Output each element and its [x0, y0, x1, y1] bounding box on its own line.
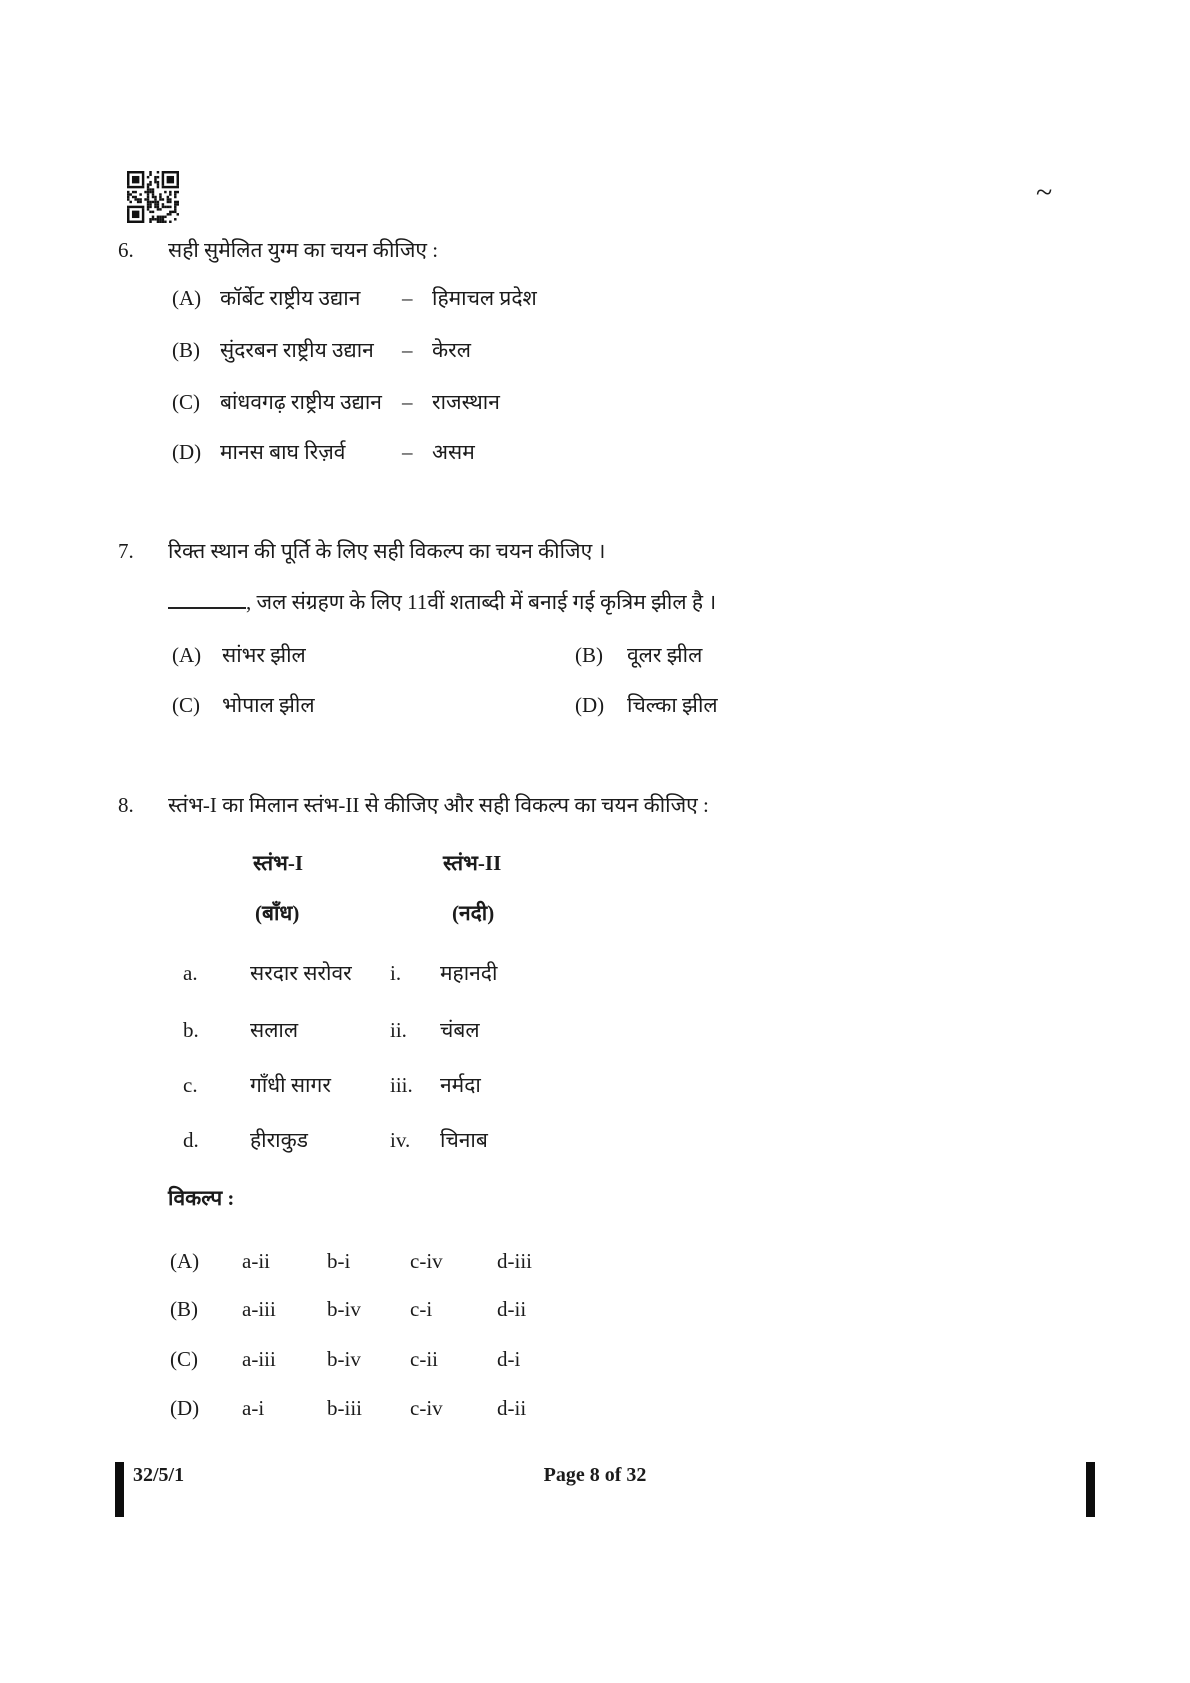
- river-name: नर्मदा: [440, 1073, 481, 1097]
- fill-blank-line: [168, 589, 246, 609]
- pair-d: d-iii: [497, 1249, 532, 1273]
- pair-b: b-iv: [327, 1297, 361, 1321]
- dam-name: गाँधी सागर: [250, 1073, 331, 1097]
- column1-subheader: (बाँध): [255, 901, 300, 925]
- park-name: मानस बाघ रिज़र्व: [220, 440, 346, 464]
- footer-paper-code: 32/5/1: [133, 1464, 185, 1486]
- pair-a: a-iii: [242, 1297, 276, 1321]
- state-name: असम: [432, 440, 475, 464]
- river-name: चिनाब: [440, 1128, 488, 1152]
- pair-c: c-iv: [410, 1249, 443, 1273]
- pair-c: c-ii: [410, 1347, 438, 1371]
- option-label: (C): [170, 1347, 198, 1371]
- row-roman: iv.: [390, 1128, 411, 1152]
- lake-name: चिल्का झील: [627, 693, 718, 717]
- footer-right-bar: [1086, 1462, 1095, 1517]
- q7-options-row-2: [172, 691, 718, 719]
- row-roman: i.: [390, 961, 402, 985]
- pair-b: b-iv: [327, 1347, 361, 1371]
- pair-d: d-ii: [497, 1396, 527, 1420]
- lake-name: सांभर झील: [222, 643, 306, 667]
- pair-a: a-iii: [242, 1347, 276, 1371]
- column2-subheader: (नदी): [452, 901, 495, 925]
- row-letter: a.: [183, 961, 198, 985]
- fill-sentence: , जल संग्रहण के लिए 11वीं शताब्दी में बनाई गई कृत्रिम झील है ।: [246, 590, 717, 614]
- footer-page-label: Page 8 of 32: [543, 1464, 647, 1486]
- dash: –: [402, 440, 413, 464]
- pair-c: c-i: [410, 1297, 433, 1321]
- column1-header: स्तंभ-I: [253, 851, 304, 875]
- pair-a: a-i: [242, 1396, 265, 1420]
- q6-number: 6.: [118, 238, 134, 262]
- option-label: (D): [172, 440, 202, 464]
- row-letter: b.: [183, 1018, 199, 1042]
- q6-option-b: [172, 336, 471, 364]
- q8-option-b: [170, 1295, 526, 1323]
- dam-name: सलाल: [250, 1018, 299, 1042]
- option-label: (B): [172, 338, 200, 362]
- row-roman: iii.: [390, 1073, 413, 1097]
- park-name: कॉर्बेट राष्ट्रीय उद्यान: [220, 286, 361, 310]
- dash: –: [402, 286, 413, 310]
- q7-text: रिक्त स्थान की पूर्ति के लिए सही विकल्प का चयन कीजिए ।: [168, 539, 606, 563]
- park-name: बांधवगढ़ राष्ट्रीय उद्यान: [220, 390, 382, 414]
- q7-number: 7.: [118, 539, 134, 563]
- match-row-b: [183, 1016, 480, 1044]
- qr-code: [127, 171, 179, 223]
- option-label: (B): [170, 1297, 198, 1321]
- q8-option-a: [170, 1247, 532, 1275]
- pair-d: d-i: [497, 1347, 521, 1371]
- option-label: (A): [172, 286, 202, 310]
- q8-text: स्तंभ-I का मिलान स्तंभ-II से कीजिए और सही विकल्प का चयन कीजिए :: [168, 793, 709, 817]
- q7-options-row-1: [172, 641, 702, 669]
- option-label: (C): [172, 390, 200, 414]
- option-label: (D): [575, 693, 605, 717]
- option-label: (C): [172, 693, 200, 717]
- q6-text: सही सुमेलित युग्म का चयन कीजिए :: [168, 238, 439, 262]
- pair-b: b-i: [327, 1249, 351, 1273]
- q6-option-a: [172, 284, 537, 312]
- option-label: (B): [575, 643, 603, 667]
- q6-option-d: [172, 438, 475, 466]
- lake-name: वूलर झील: [627, 643, 703, 667]
- column2-header: स्तंभ-II: [443, 851, 502, 875]
- q8-column-subheaders: [255, 899, 494, 927]
- q8-option-d: [170, 1394, 526, 1422]
- row-letter: c.: [183, 1073, 198, 1097]
- lake-name: भोपाल झील: [222, 693, 315, 717]
- pair-a: a-ii: [242, 1249, 270, 1273]
- option-label: (D): [170, 1396, 200, 1420]
- dam-name: हीराकुड: [250, 1128, 308, 1152]
- match-row-a: [183, 959, 497, 987]
- pair-c: c-iv: [410, 1396, 443, 1420]
- river-name: महानदी: [440, 961, 498, 985]
- q7-fill-line: [168, 588, 716, 616]
- tilde-mark: ~: [1036, 176, 1053, 209]
- q8-option-c: [170, 1345, 520, 1373]
- option-label: (A): [170, 1249, 200, 1273]
- q8-number: 8.: [118, 793, 134, 817]
- row-roman: ii.: [390, 1018, 407, 1042]
- q6-option-c: [172, 388, 500, 416]
- river-name: चंबल: [440, 1018, 480, 1042]
- pair-b: b-iii: [327, 1396, 362, 1420]
- row-letter: d.: [183, 1128, 199, 1152]
- match-row-d: [183, 1126, 488, 1154]
- dash: –: [402, 338, 413, 362]
- dam-name: सरदार सरोवर: [250, 961, 352, 985]
- option-label: (A): [172, 643, 202, 667]
- state-name: केरल: [432, 338, 471, 362]
- match-row-c: [183, 1071, 481, 1099]
- dash: –: [402, 390, 413, 414]
- qr-code-graphic: [127, 171, 179, 223]
- park-name: सुंदरबन राष्ट्रीय उद्यान: [220, 338, 374, 362]
- q8-options-label: विकल्प :: [168, 1186, 235, 1210]
- pair-d: d-ii: [497, 1297, 527, 1321]
- q8-column-headers: [253, 849, 501, 877]
- state-name: राजस्थान: [432, 390, 500, 414]
- state-name: हिमाचल प्रदेश: [432, 286, 537, 310]
